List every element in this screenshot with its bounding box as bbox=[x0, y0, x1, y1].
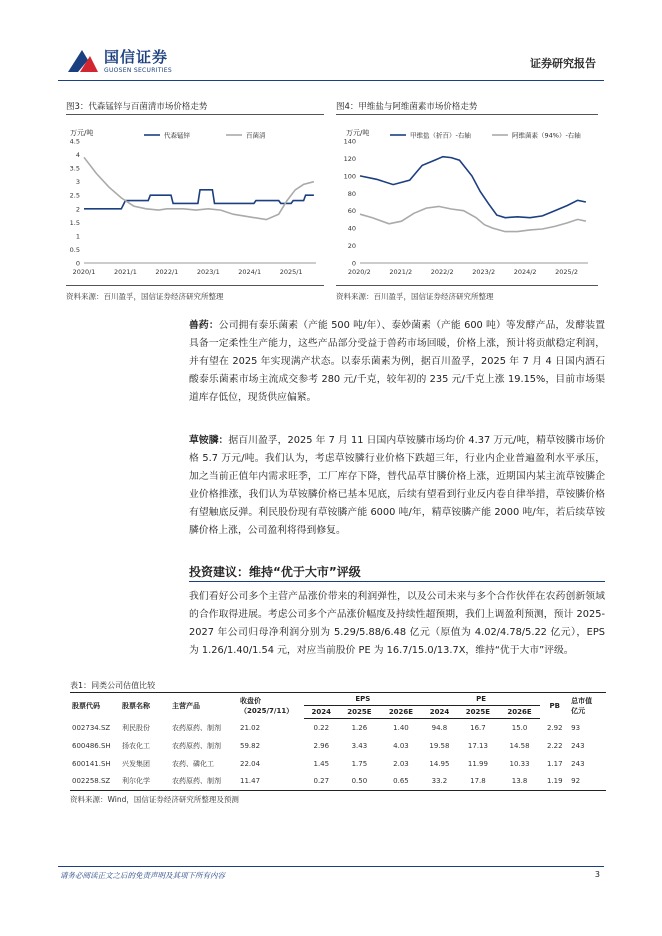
y-axis-unit-label: 万元/吨 bbox=[346, 129, 370, 137]
y-tick-label: 60 bbox=[347, 207, 356, 216]
y-axis-unit-label: 万元/吨 bbox=[70, 129, 94, 137]
paragraph-glufosinate bbox=[189, 432, 605, 540]
legend-label-1: 甲维盐（折百）-右轴 bbox=[410, 131, 471, 140]
x-tick-label: 2021/2 bbox=[389, 268, 413, 276]
x-tick-label: 2020/1 bbox=[72, 268, 96, 276]
cell-pe-2026e: 13.8 bbox=[499, 773, 541, 791]
cell-product: 农药原药、制剂 bbox=[172, 723, 221, 732]
cell-pb: 2.92 bbox=[546, 723, 563, 732]
x-tick-label: 2020/2 bbox=[347, 268, 371, 276]
cell-mcap: 243 bbox=[571, 759, 585, 768]
y-tick-label: 2 bbox=[75, 205, 80, 214]
table-title: 表1：同类公司估值比较 bbox=[70, 681, 156, 690]
col-header-eps: EPS bbox=[304, 693, 422, 706]
col-header-mcap bbox=[569, 693, 606, 719]
table-source: 资料来源：Wind，国信证券经济研究所整理及预测 bbox=[70, 795, 239, 804]
figure-3-frame bbox=[66, 114, 324, 286]
cell-pb: 1.17 bbox=[546, 759, 563, 768]
paragraph-investment-text: 我们看好公司多个主营产品涨价带来的利润弹性，以及公司未来与多个合作伙伴在农药创新领域的合作取得进展。考虑公司多个产品涨价幅度及持续性超预期，我们上调盈利预测，预计 2025-2027 年公司归母净利润分别为 5.29/5.88/6.48 亿元（原值为 4.02/4.78/5.22 亿元），EPS 为 1.26/1.40/1.54 元，对应当前股价 PE 为 16.7/15.0/13.7X，维持“优于大市”评级。 bbox=[189, 591, 605, 656]
cell-name: 扬农化工 bbox=[122, 741, 150, 750]
col-header-pe-2026e: 2026E bbox=[499, 706, 541, 719]
y-tick-label: 3.5 bbox=[69, 164, 80, 173]
y-tick-label: 20 bbox=[347, 242, 356, 251]
legend-label-2: 阿维菌素（94%）-右轴 bbox=[512, 131, 581, 140]
cell-eps-2025e: 3.43 bbox=[351, 741, 368, 750]
cell-name: 兴发集团 bbox=[122, 759, 150, 768]
col-header-eps-2026e: 2026E bbox=[380, 706, 422, 719]
paragraph-glufosinate-text: 据百川盈孚，2025 年 7 月 11 日国内草铵膦市场均价 4.37 万元/吨，精草铵膦市场价格 5.7 万元/吨。我们认为，考虑草铵膦行业价格下跌超三年，行业内企业普遍盈利水平承压，加之当前正值年内需求旺季，工厂库存下降，替代品草甘膦价格上涨，近期国内某主流草铵膦企业价格推涨，我们认为草铵膦价格已基本见底，后续有望看到行业反内卷自律举措，草铵膦价格有望触底反弹。利民股份现有草铵膦产能 6000 吨/年，精草铵膦产能 2000 吨/年，若后续草铵膦价格上涨，公司盈利将得到修复。 bbox=[189, 435, 606, 536]
cell-eps-2024: 1.45 bbox=[313, 759, 330, 768]
table-row bbox=[70, 719, 606, 737]
cell-eps-2025e: 1.26 bbox=[351, 723, 368, 732]
x-tick-label: 2024/2 bbox=[513, 268, 537, 276]
y-tick-label: 2.5 bbox=[69, 191, 80, 200]
figure-4-frame bbox=[336, 114, 598, 286]
x-tick-label: 2023/1 bbox=[196, 268, 220, 276]
col-header-price-date: （2025/7/11） bbox=[240, 706, 294, 715]
col-header-code: 股票代码 bbox=[70, 693, 120, 719]
logo-cn-text: 国信证券 bbox=[104, 48, 169, 66]
cell-pe-2024: 94.8 bbox=[431, 723, 448, 732]
y-tick-label: 0 bbox=[351, 259, 356, 268]
x-tick-label: 2022/2 bbox=[430, 268, 454, 276]
col-header-pe-2024: 2024 bbox=[422, 706, 457, 719]
page-number: 3 bbox=[594, 870, 600, 879]
cell-eps-2026e: 1.40 bbox=[393, 723, 409, 732]
cell-pb: 2.22 bbox=[546, 741, 563, 750]
x-tick-label: 2021/1 bbox=[113, 268, 137, 276]
report-type-label: 证券研究报告 bbox=[530, 57, 596, 70]
figure-4-source bbox=[336, 291, 494, 302]
figure-3-title: 图3：代森锰锌与百菌清市场价格走势 bbox=[66, 102, 208, 112]
figure-3-source: 资料来源：百川盈孚，国信证券经济研究所整理 bbox=[66, 292, 224, 301]
cell-mcap: 243 bbox=[571, 741, 585, 750]
y-tick-label: 0.5 bbox=[69, 245, 80, 254]
y-tick-label: 100 bbox=[343, 172, 356, 181]
col-header-product: 主营产品 bbox=[170, 693, 238, 719]
table-row bbox=[70, 737, 606, 755]
col-header-mcap-unit: 亿元 bbox=[571, 706, 586, 715]
cell-pe-2026e: 10.33 bbox=[509, 759, 530, 768]
figure-4-chart bbox=[336, 115, 598, 285]
cell-pe-2025e: 16.7 bbox=[470, 723, 486, 732]
cell-pb: 1.19 bbox=[540, 773, 569, 791]
cell-product: 农药原药、制剂 bbox=[172, 741, 221, 750]
cell-code: 600486.SH bbox=[72, 741, 111, 750]
cell-pe-2026e: 14.58 bbox=[509, 741, 530, 750]
col-header-price bbox=[238, 693, 304, 719]
y-tick-label: 1.5 bbox=[69, 218, 80, 227]
cell-pe-2025e: 17.8 bbox=[457, 773, 499, 791]
cell-pe-2026e: 15.0 bbox=[511, 723, 528, 732]
paragraph-veterinary bbox=[189, 317, 605, 407]
col-header-pe-2025e: 2025E bbox=[457, 706, 499, 719]
cell-name: 利民股份 bbox=[122, 723, 150, 732]
table-row bbox=[70, 755, 606, 773]
x-tick-label: 2024/1 bbox=[238, 268, 262, 276]
guosen-logo-icon bbox=[66, 46, 100, 76]
x-tick-label: 2023/2 bbox=[472, 268, 496, 276]
series-line-2 bbox=[360, 206, 586, 231]
y-tick-label: 40 bbox=[347, 224, 356, 233]
cell-name: 利尔化学 bbox=[120, 773, 170, 791]
col-header-eps-2024: 2024 bbox=[304, 706, 339, 719]
x-tick-label: 2025/1 bbox=[279, 268, 303, 276]
y-tick-label: 1 bbox=[75, 232, 80, 241]
cell-code: 002734.SZ bbox=[72, 723, 111, 732]
cell-pe-2024: 14.95 bbox=[429, 759, 450, 768]
col-header-price-label: 收盘价 bbox=[240, 696, 261, 705]
section-title-investment: 投资建议：维持“优于大市”评级 bbox=[189, 565, 361, 579]
series-line-1 bbox=[360, 157, 586, 218]
legend-label-1: 代森锰锌 bbox=[164, 131, 190, 140]
company-logo bbox=[66, 44, 186, 82]
paragraph-veterinary-lead: 兽药： bbox=[189, 320, 219, 331]
col-header-pb: PB bbox=[540, 693, 569, 719]
y-tick-label: 4 bbox=[75, 151, 80, 160]
y-tick-label: 4.5 bbox=[69, 137, 80, 146]
cell-eps-2025e: 0.50 bbox=[339, 773, 381, 791]
paragraph-veterinary-text: 公司拥有泰乐菌素（产能 500 吨/年）、泰妙菌素（产能 600 吨）等发酵产品，发酵装置具备一定柔性生产能力，这些产品部分受益于兽药市场回暖，价格上涨，预计将贡献稳定利润，并有望在 2025 年实现满产状态。以泰乐菌素为例，据百川盈孚，2025 年 7 月 4 日国内酒石酸泰乐菌素市场主流成交参考 280 元/千克，较年初的 235 元/千克上涨 19.15%，目前市场渠道库存低位，现货供应偏紧。 bbox=[189, 320, 605, 403]
cell-eps-2026e: 2.03 bbox=[393, 759, 409, 768]
header-divider bbox=[58, 80, 604, 81]
cell-mcap: 92 bbox=[569, 773, 606, 791]
paragraph-glufosinate-lead: 草铵膦： bbox=[189, 435, 229, 446]
cell-eps-2026e: 0.65 bbox=[380, 773, 422, 791]
figure-4-title: 图4：甲维盐与阿维菌素市场价格走势 bbox=[336, 102, 478, 112]
cell-price: 22.04 bbox=[240, 759, 261, 768]
valuation-table bbox=[70, 692, 606, 791]
footer-disclaimer-note: 请务必阅读正文之后的免责声明及其项下所有内容 bbox=[60, 871, 225, 880]
col-header-pe: PE bbox=[422, 693, 541, 706]
figure-3-chart bbox=[66, 115, 324, 285]
y-tick-label: 3 bbox=[75, 178, 80, 187]
cell-pe-2024: 19.58 bbox=[429, 741, 450, 750]
cell-price: 59.82 bbox=[240, 741, 261, 750]
y-tick-label: 140 bbox=[343, 137, 356, 146]
y-tick-label: 120 bbox=[343, 154, 356, 163]
cell-eps-2024: 2.96 bbox=[313, 741, 330, 750]
x-tick-label: 2025/2 bbox=[555, 268, 579, 276]
cell-code: 600141.SH bbox=[72, 759, 111, 768]
col-header-name: 股票名称 bbox=[120, 693, 170, 719]
footer-divider bbox=[58, 866, 604, 867]
cell-product: 农药、磷化工 bbox=[172, 759, 214, 768]
x-tick-label: 2022/1 bbox=[155, 268, 179, 276]
cell-pe-2025e: 17.13 bbox=[467, 741, 488, 750]
cell-price: 21.02 bbox=[240, 723, 261, 732]
logo-en-text: GUOSEN SECURITIES bbox=[104, 67, 173, 74]
y-tick-label: 80 bbox=[347, 189, 356, 198]
section-divider bbox=[189, 581, 605, 582]
cell-price: 11.47 bbox=[238, 773, 304, 791]
cell-pe-2024: 33.2 bbox=[422, 773, 457, 791]
series-line-2 bbox=[84, 157, 314, 219]
cell-product: 农药原药、制剂 bbox=[170, 773, 238, 791]
figure-4-source-text: 资料来源：百川盈孚，国信证券经济研究所整理 bbox=[336, 292, 494, 301]
cell-eps-2024: 0.22 bbox=[313, 723, 330, 732]
y-tick-label: 0 bbox=[75, 259, 80, 268]
cell-eps-2025e: 1.75 bbox=[351, 759, 368, 768]
cell-code: 002258.SZ bbox=[70, 773, 120, 791]
series-line-1 bbox=[84, 190, 314, 209]
col-header-eps-2025e: 2025E bbox=[339, 706, 381, 719]
cell-pe-2025e: 11.99 bbox=[467, 759, 488, 768]
cell-eps-2024: 0.27 bbox=[304, 773, 339, 791]
col-header-mcap-label: 总市值 bbox=[571, 696, 593, 705]
legend-label-2: 百菌清 bbox=[246, 131, 266, 140]
cell-mcap: 93 bbox=[571, 723, 581, 732]
paragraph-investment bbox=[189, 588, 605, 660]
table-row bbox=[70, 773, 606, 791]
cell-eps-2026e: 4.03 bbox=[393, 741, 409, 750]
